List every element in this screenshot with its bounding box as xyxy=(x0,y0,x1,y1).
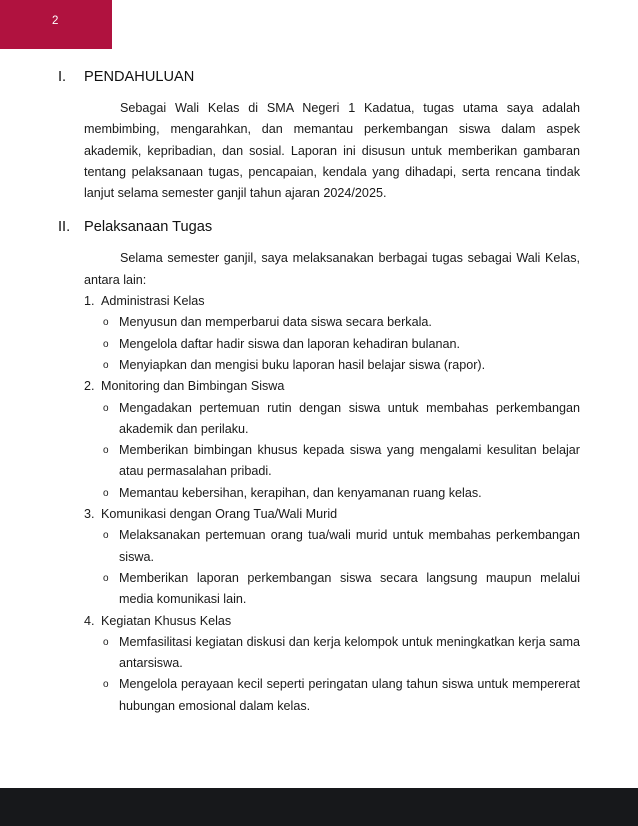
bullet-icon: o xyxy=(103,679,109,691)
bullet-icon: o xyxy=(103,338,109,350)
bullet-text: Memberikan bimbingan khusus kepada siswa yang mengalami kesulitan belajar atau permasalahan pribadi. xyxy=(119,443,580,479)
bullet-icon: o xyxy=(103,402,109,414)
section-heading-pendahuluan xyxy=(58,67,580,87)
task-number: 1. xyxy=(84,294,95,309)
task-bullets xyxy=(58,312,580,376)
section-title: PENDAHULUAN xyxy=(84,69,195,85)
list-item xyxy=(58,355,580,376)
task-item xyxy=(58,291,580,312)
task-list xyxy=(58,291,580,312)
task-bullets xyxy=(58,525,580,610)
task-title: Kegiatan Khusus Kelas xyxy=(101,613,232,628)
page-number-tab xyxy=(0,0,112,49)
task-title: Monitoring dan Bimbingan Siswa xyxy=(101,379,285,394)
section-heading-pelaksanaan xyxy=(58,217,580,237)
task-item xyxy=(58,504,580,525)
bullet-icon: o xyxy=(103,572,109,584)
task-number: 4. xyxy=(84,613,95,628)
footer-bar xyxy=(0,788,638,826)
list-item xyxy=(58,525,580,568)
bullet-icon: o xyxy=(103,530,109,542)
bullet-icon: o xyxy=(103,445,109,457)
bullet-icon: o xyxy=(103,317,109,329)
list-item xyxy=(58,440,580,483)
bullet-text: Mengadakan pertemuan rutin dengan siswa untuk membahas perkembangan akademik dan perilaku. xyxy=(119,400,580,436)
task-list xyxy=(58,611,580,632)
bullet-icon: o xyxy=(103,359,109,371)
bullet-text: Memantau kebersihan, kerapihan, dan kenyamanan ruang kelas. xyxy=(119,485,482,500)
bullet-text: Memberikan laporan perkembangan siswa secara langsung maupun melalui media komunikasi lain. xyxy=(119,570,580,607)
task-item xyxy=(58,611,580,632)
bullet-text: Menyiapkan dan mengisi buku laporan hasil belajar siswa (rapor). xyxy=(119,357,486,372)
task-bullets xyxy=(58,398,580,504)
section-title: Pelaksanaan Tugas xyxy=(84,219,213,236)
document-body xyxy=(58,67,580,717)
bullet-text: Mengelola perayaan kecil seperti peringatan ulang tahun siswa untuk mempererat hubungan emosional dalam kelas. xyxy=(119,677,580,713)
task-list xyxy=(58,376,580,397)
list-item xyxy=(58,312,580,333)
list-item xyxy=(58,568,580,611)
bullet-text: Memfasilitasi kegiatan diskusi dan kerja kelompok untuk meningkatkan kerja sama antarsiswa. xyxy=(119,634,580,671)
list-item xyxy=(58,674,580,717)
page-number: 2 xyxy=(52,15,59,27)
section-number: I. xyxy=(58,69,67,85)
intro-paragraph: Sebagai Wali Kelas di SMA Negeri 1 Kadatua, tugas utama saya adalah membimbing, mengarahkan, dan memantau perkembangan siswa dalam aspek akademik, kepribadian, dan sosial. Laporan ini disusun untuk memberikan gambaran tentang pelaksanaan tugas, pencapaian, kendala yang dihadapi, serta rencana tindak lanjut selama semester ganjil tahun ajaran 2024/2025. xyxy=(84,101,580,201)
task-title: Administrasi Kelas xyxy=(101,294,205,309)
task-bullets xyxy=(58,632,580,717)
bullet-text: Menyusun dan memperbarui data siswa secara berkala. xyxy=(119,315,432,330)
task-list xyxy=(58,504,580,525)
bullet-icon: o xyxy=(103,636,109,648)
list-item xyxy=(58,483,580,504)
task-title: Komunikasi dengan Orang Tua/Wali Murid xyxy=(101,507,338,522)
list-item xyxy=(58,398,580,441)
list-item xyxy=(58,632,580,675)
list-item xyxy=(58,334,580,355)
bullet-icon: o xyxy=(103,487,109,499)
task-number: 2. xyxy=(84,379,95,394)
task-item xyxy=(58,376,580,397)
bullet-text: Melaksanakan pertemuan orang tua/wali murid untuk membahas perkembangan siswa. xyxy=(119,528,580,564)
tasks-intro-paragraph: Selama semester ganjil, saya melaksanakan berbagai tugas sebagai Wali Kelas, antara lain: xyxy=(84,251,580,287)
bullet-text: Mengelola daftar hadir siswa dan laporan kehadiran bulanan. xyxy=(119,336,460,351)
task-number: 3. xyxy=(84,507,95,522)
section-number: II. xyxy=(58,219,71,236)
